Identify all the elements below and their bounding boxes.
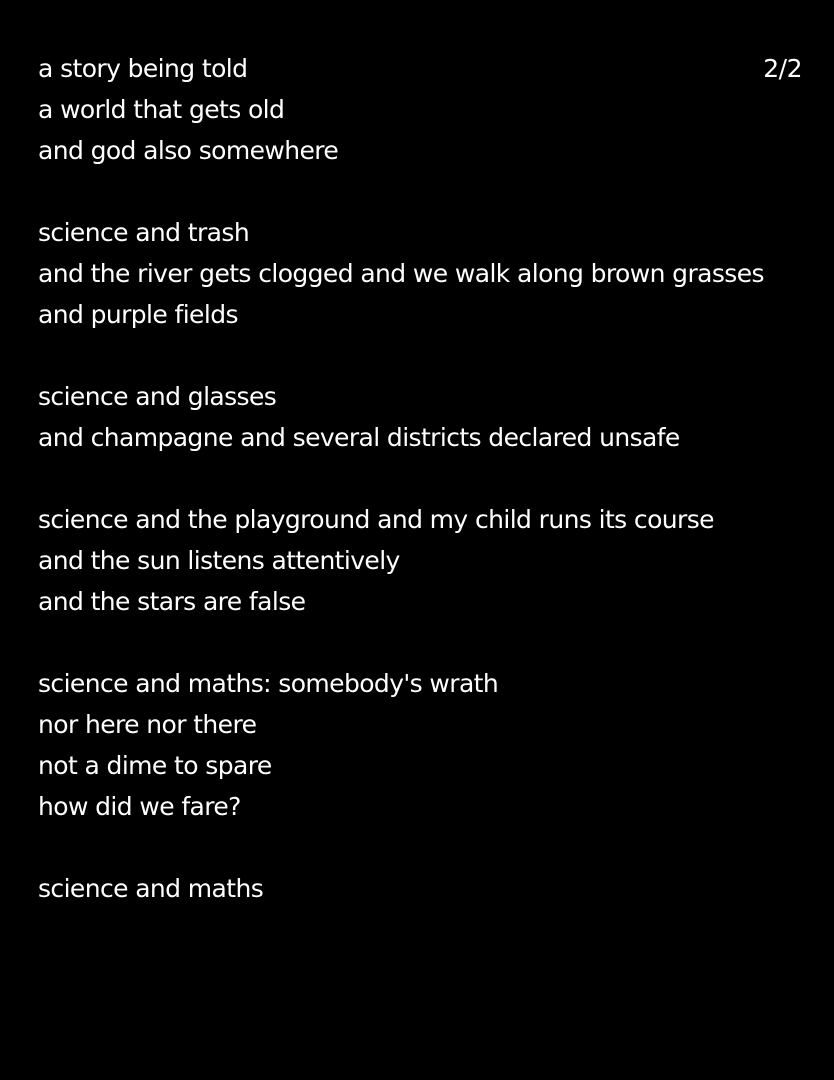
poem-line: a world that gets old <box>38 95 285 124</box>
stanza <box>38 212 798 335</box>
poem-line: science and glasses <box>38 382 277 411</box>
poem-line: and purple fields <box>38 300 238 329</box>
poem-line: a story being told <box>38 54 248 83</box>
stanza <box>38 499 798 622</box>
poem-line: science and maths <box>38 874 264 903</box>
poem-line: nor here nor there <box>38 710 257 739</box>
poem-line: not a dime to spare <box>38 751 272 780</box>
stanza <box>38 868 798 909</box>
poem-body <box>38 48 798 950</box>
poem-line: and the sun listens attentively <box>38 546 400 575</box>
poem-line: and the river gets clogged and we walk along brown grasses <box>38 259 764 288</box>
poem-line: and god also somewhere <box>38 136 339 165</box>
poem-line: science and maths: somebody's wrath <box>38 669 499 698</box>
stanza <box>38 48 798 171</box>
poem-line: and the stars are false <box>38 587 306 616</box>
poem-line: how did we fare? <box>38 792 241 821</box>
stanza <box>38 663 798 827</box>
poem-line: science and the playground and my child runs its course <box>38 505 714 534</box>
poem-line: science and trash <box>38 218 250 247</box>
stanza <box>38 376 798 458</box>
page-number: 2/2 <box>763 54 802 83</box>
poem-line: and champagne and several districts declared unsafe <box>38 423 680 452</box>
